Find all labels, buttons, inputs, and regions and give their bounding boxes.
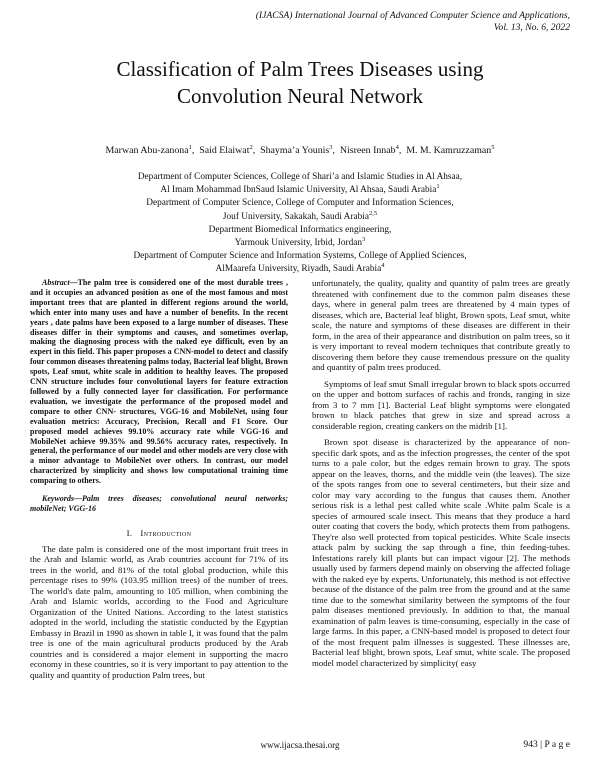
keywords-label: Keywords [42,494,74,504]
body-paragraph-continued: unfortunately, the quality, quality and quantity of palm trees are greatly threatened with confinement due to the common palm diseases these days, where in general palm trees are threatened by 4 main types of diseases, which are, Bacterial leaf blight, Brown spots, Leaf smut, white scale, the nature and symptoms of these diseases are different in their form, in the area of their appearance and distribution on palm trees, so it is very important to reveal modern techniques that contribute greatly to discovering them before they cause tremendous pressure on the quality and quantity of palm trees produced. [312,278,570,372]
page-number: 943 | P a g e [523,739,570,750]
affiliation-line: Department Biomedical Informatics engineering, [208,224,392,235]
left-column [30,278,288,680]
affiliation-line: Department of Computer Science and Information Systems, College of Applied Sciences, [133,251,467,262]
journal-header [170,10,570,34]
abstract-label: Abstract [42,278,70,287]
keywords [30,494,288,514]
author-affiliation-mark: 1 [188,144,192,151]
abstract [30,278,288,486]
author-affiliation-mark: 4 [395,144,399,151]
section-heading-introduction [30,528,288,538]
body-paragraph-leaf-smut: Symptoms of leaf smut Small irregular brown to black spots occurred on the upper and bottom surfaces of rachis and fronds, ranging in size from 3 to 7 mm [1]. Bacterial Leaf blight symptoms were elongated brown to black patches that grew in size and spread across a considerable region, creating cankers on the midrib [1]. [312,378,570,431]
right-column [312,278,570,668]
author-name: Said Elaiwat [199,145,250,156]
title-line-1: Classification of Palm Trees Diseases using [116,57,484,81]
journal-volume: Vol. 13, No. 6, 2022 [493,22,570,33]
body-paragraph-brown-spot: Brown spot disease is characterized by the appearance of non-specific dark spots, and as the infection progresses, the center of the spot turns to a pale color, but the edges remain brown to gray. The spots appear on the leaves, thorns, and the middle vein (the leaves). The size of the spots ranges from one to several centimeters, but their size and color may vary according to the fungus that causes them. Another serious risk is a lethal pest called white scale .White palm Scale is a species of armoured scale insect. This means that they produce a hard outer coating that covers the body, which protects them from pathogens. They're also well protected from topical pesticides. White Scale insects attack palm by sucking the sap through a fine, thin feeding-tubes. Infestations rarely kill plants but can impact vigour [2]. The methods usually used by farmers depend mainly on observing the affected foliage with the naked eye by experts. Unfortunately, this method is not effective because of the distance of the palm tree from the ground and at the same time due to the somewhat similarity between the symptoms of the four palm diseases mentioned previously. In addition to that, the manual examination of palm leaves is time-consuming, especially in the case of large farms. In this paper, a CNN-based model is proposed to detect four of the most frequent palm illnesses is suggested. These illnesses are, Bacterial leaf blight, brown spots, Leaf smut, white scale. The proposed model model characterized by simplicity( easy [312,437,570,668]
author-name: Nisreen Innab [339,145,396,156]
author-name: Shayma’a Younis [260,145,330,156]
author-affiliation-mark: 3 [329,144,333,151]
footer-url: www.ijacsa.thesai.org [260,740,340,750]
intro-paragraph-1: The date palm is considered one of the most important fruit trees in the Arab and Islamic world, as Arab countries account for 71% of its trees in the world, and 81% of the total global production, while this percentage rises to 99% (103.95 million trees) of the number of trees. The world's date palm, amounting to 105 million, when combining the Arab and Islamic worlds, according to the Food and Agriculture Organization of the United Nations. According to the latest statistics adopted in the world, including the statistic conducted by the Egyptian Embassy in Brazil in 1990 as shown in table I, it was found that the palm tree is one of the main agricultural products produced by the Arab countries and is considered a major element in supporting the macro economy in these countries, so it is very important to pay attention to the quality and quantity of production Palm trees, but [30,543,288,680]
affiliation-line: Jouf University, Sakakah, Saudi Arabia$^{2,5}$ [222,209,378,222]
author-affiliation-mark: 2 [249,144,253,151]
affiliation-line: AlMaarefa University, Riyadh, Saudi Arabia$^4$ [215,262,385,275]
journal-name: (IJACSA) International Journal of Advanced Computer Science and Applications, [255,10,570,21]
affiliation-line: Department of Computer Sciences, College of Shari’a and Islamic Studies in Al Ahsaa, [137,172,463,182]
author-name: M. M. Kamruzzaman [406,145,492,156]
affiliation-line: Yarmouk University, Irbid, Jordan$^3$ [234,236,366,249]
affiliation-line: Department of Computer Science, College of Computer and Information Sciences, [146,198,454,209]
affiliations [60,171,540,277]
paper-title [30,56,570,110]
author-list: Marwan Abu-zanona$^1$, Said Elaiwat$^2$, Shayma’a Younis$^3$, Nisreen Innab$^4$, M. M. Kamruzzaman$^5$ [105,144,495,156]
affiliation-line: Al Imam Mohammad IbnSaud Islamic University, Al Ahsaa, Saudi Arabia$^1$ [160,183,440,196]
section-number: I. [126,527,133,538]
abstract-text: —The palm tree is considered one of the most durable trees , and it occupies an advanced position as one of the most famous and most important trees that are planted in different regions around the world, which enter into many uses and have a number of benefits. In the recent years , date palms have been exposed to a large number of diseases. These diseases differ in their symptoms and causes, and sometimes overlap, making the diagnosing process with the naked eye difficult, even by an expert in this field. This paper proposes a CNN-model to detect and classify four common diseases threatening palms today, Bacterial leaf blight, Brown spots, Leaf smut, white scale in addition to healthy leaves. The proposed CNN structure includes four convolutional layers for feature extraction followed by a fully connected layer for classification. For performance evaluation, we investigate the performance of the proposed model and compare to other CNN- structures, VGG-16 and MobileNet, using four evaluation metrics: Accuracy, Precision, Recall and F1 Score. Our proposed model achieves 99.10% accuracy rate while VGG-16 and MobileNet achieve 99.35% and 99.56% accuracy rates, respectively. In general, the performance of our model and other models are very close with a minor advantage to MobileNet over others. In contrast, our model characterized by simplicity and shows low computational training time comparing to others. [30,278,288,486]
keywords-text: —Palm trees diseases; convolutional neural networks; mobileNet; VGG-16 [30,494,288,513]
section-title: Introduction [140,527,192,538]
title-line-2: Convolution Neural Network [176,84,424,108]
author-name: Marwan Abu-zanona [105,145,189,156]
author-affiliation-mark: 5 [491,144,495,151]
